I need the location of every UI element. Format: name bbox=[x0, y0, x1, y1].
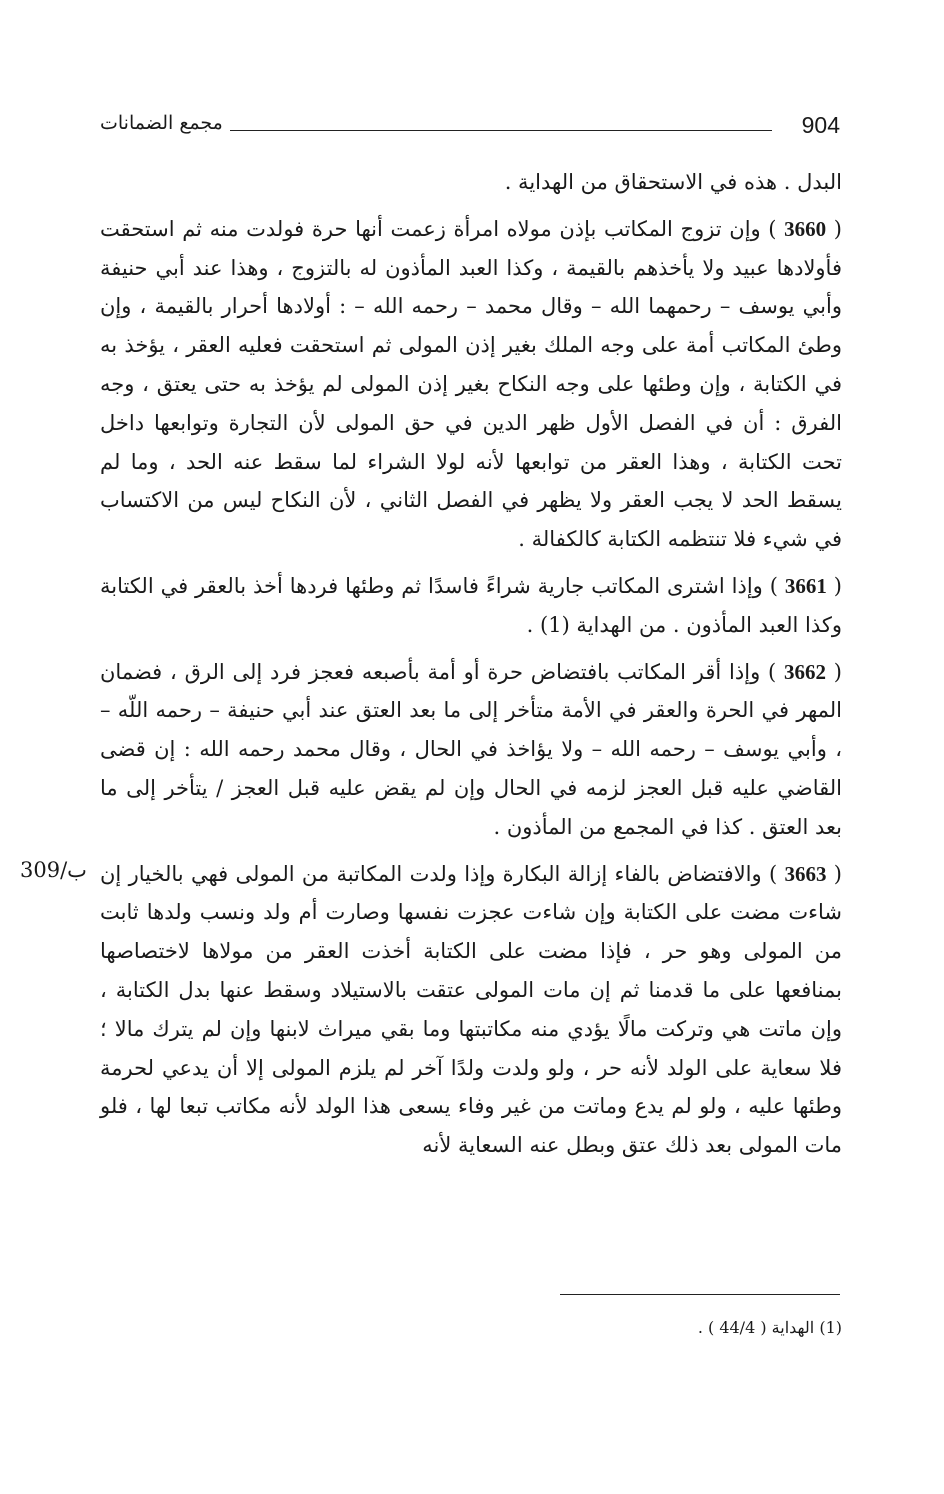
page-header bbox=[100, 112, 840, 152]
entry-number: 3661 bbox=[784, 573, 827, 598]
paragraph-text: البدل . هذه في الاستحقاق من الهداية . bbox=[504, 170, 842, 194]
entry-number: 3662 bbox=[784, 659, 826, 684]
paragraph-3663: ( 3663 ) والافتضاض بالفاء إزالة البكارة وإذا ولدت المكاتبة من المولى فهي بالخيار إن شاءت مضت على الكتابة وإن شاءت عجزت نفسها وصارت أم ولد ونسب ولدها ثابت من المولى وهو حر ، فإذا مضت على الكتابة أخذت العقر من مولاها لاختصاصها بمنافعها على ما قدمنا ثم إن مات المولى عتقت بالاستيلاد وسقط عنها بدل الكتابة ، وإن ماتت هي وتركت مالًا يؤدي منه مكاتبتها وما بقي ميراث لابنها وإن لم يترك مالا ؛ فلا سعاية على الولد لأنه حر ، ولو ولدت ولدًا آخر لم يلزم المولى إلا أن يدعي لحرمة وطئها عليه ، ولو لم يدع وماتت من غير وفاء يسعى هذا الولد لأنه مكاتب تبعا لها ، فلو مات المولى بعد ذلك عتق وبطل عنه السعاية لأنه bbox=[100, 861, 842, 1158]
entry-number: 3663 bbox=[784, 861, 827, 886]
paragraph-3661: ( 3661 ) وإذا اشترى المكاتب جارية شراءً فاسدًا ثم وطئها فردها أخذ بالعقر في الكتابة وكذا العبد المأذون . من الهداية (1) . bbox=[100, 573, 842, 637]
entry-number: 3660 bbox=[784, 216, 827, 241]
paragraph-3662: ( 3662 ) وإذا أقر المكاتب بافتضاض حرة أو أمة بأصبعه فعجز فرد إلى الرق ، فضمان المهر في الحرة والعقر في الأمة متأخر إلى ما بعد العتق عند أبي حنيفة – رحمه اللّه – ، وأبي يوسف – رحمه الله – ولا يؤاخذ في الحال ، وقال محمد رحمه الله : إن قضى القاضي عليه قبل العجز لزمه في الحال وإن لم يقض عليه قبل العجز / يتأخر إلى ما بعد العتق . كذا في المجمع من المأذون . bbox=[100, 659, 842, 839]
book-title: مجمع الضمانات bbox=[100, 112, 223, 134]
paragraph-continuation bbox=[100, 163, 842, 202]
header-rule bbox=[230, 130, 772, 131]
page-number: 904 bbox=[801, 112, 840, 138]
paragraph-text: ) وإن تزوج المكاتب بإذن مولاه امرأة زعمت أنها حرة فولدت منه ثم استحقت فأولادها عبيد ولا يأخذهم بالقيمة ، وكذا العبد المأذون له بالتزوج ، وهذا عند أبي حنيفة وأبي يوسف – رحمهما الله – وقال محمد – رحمه الله – : أولادها أحرار بالقيمة ، وإن وطئ المكاتب أمة على وجه الملك بغير إذن المولى ثم استحقت فعليه العقر ، يؤخذ به في الكتابة ، وإن وطئها على وجه النكاح بغير إذن المولى لم يؤخذ به حتى يعتق ، وجه الفرق : أن في الفصل الأول ظهر الدين في حق المولى لأن التجارة وتوابعها داخل تحت الكتابة ، وهذا العقر من توابعها لأنه لولا الشراء لما سقط عنه الحد ، وما لم يسقط الحد لا يجب العقر ولا يظهر في الفصل الثاني ، لأن النكاح ليس من الاكتساب في شيء فلا تنتظمه الكتابة كالكفالة . bbox=[100, 216, 842, 552]
paragraph-text: ) وإذا اشترى المكاتب جارية شراءً فاسدًا ثم وطئها فردها أخذ بالعقر في الكتابة وكذا العبد المأذون . من الهداية (1) . bbox=[100, 573, 842, 637]
paragraph-3660: ( 3660 ) وإن تزوج المكاتب بإذن مولاه امرأة زعمت أنها حرة فولدت منه ثم استحقت فأولادها عبيد ولا يأخذهم بالقيمة ، وكذا العبد المأذون له بالتزوج ، وهذا عند أبي حنيفة وأبي يوسف – رحمهما الله – وقال محمد – رحمه الله – : أولادها أحرار بالقيمة ، وإن وطئ المكاتب أمة على وجه الملك بغير إذن المولى ثم استحقت فعليه العقر ، يؤخذ به في الكتابة ، وإن وطئها على وجه النكاح بغير إذن المولى لم يؤخذ به حتى يعتق ، وجه الفرق : أن في الفصل الأول ظهر الدين في حق المولى لأن التجارة وتوابعها داخل تحت الكتابة ، وهذا العقر من توابعها لأنه لولا الشراء لما سقط عنه الحد ، وما لم يسقط الحد لا يجب العقر ولا يظهر في الفصل الثاني ، لأن النكاح ليس من الاكتساب في شيء فلا تنتظمه الكتابة كالكفالة . bbox=[100, 216, 842, 552]
paragraph-text: ) والافتضاض بالفاء إزالة البكارة وإذا ولدت المكاتبة من المولى فهي بالخيار إن شاءت مضت على الكتابة وإن شاءت عجزت نفسها وصارت أم ولد ونسب ولدها ثابت من المولى وهو حر ، فإذا مضت على الكتابة أخذت العقر من مولاها لاختصاصها بمنافعها على ما قدمنا ثم إن مات المولى عتقت بالاستيلاد وسقط عنها بدل الكتابة ، وإن ماتت هي وتركت مالًا يؤدي منه مكاتبتها وما بقي ميراث لابنها وإن لم يترك مالا ؛ فلا سعاية على الولد لأنه حر ، ولو ولدت ولدًا آخر لم يلزم المولى إلا أن يدعي لحرمة وطئها عليه ، ولو لم يدع وماتت من غير وفاء يسعى هذا الولد لأنه مكاتب تبعا لها ، فلو مات المولى بعد ذلك عتق وبطل عنه السعاية لأنه bbox=[100, 861, 842, 1158]
page-body bbox=[100, 163, 842, 1173]
footnote: (1) الهداية ( 44/4 ) . bbox=[697, 1318, 842, 1337]
footnote-rule bbox=[560, 1294, 840, 1295]
manuscript-folio-note: 309/ب bbox=[20, 858, 87, 882]
paragraph-text: ) وإذا أقر المكاتب بافتضاض حرة أو أمة بأصبعه فعجز فرد إلى الرق ، فضمان المهر في الحرة والعقر في الأمة متأخر إلى ما بعد العتق عند أبي حنيفة – رحمه اللّه – ، وأبي يوسف – رحمه الله – ولا يؤاخذ في الحال ، وقال محمد رحمه الله : إن قضى القاضي عليه قبل العجز لزمه في الحال وإن لم يقض عليه قبل العجز / يتأخر إلى ما بعد العتق . كذا في المجمع من المأذون . bbox=[100, 659, 842, 839]
